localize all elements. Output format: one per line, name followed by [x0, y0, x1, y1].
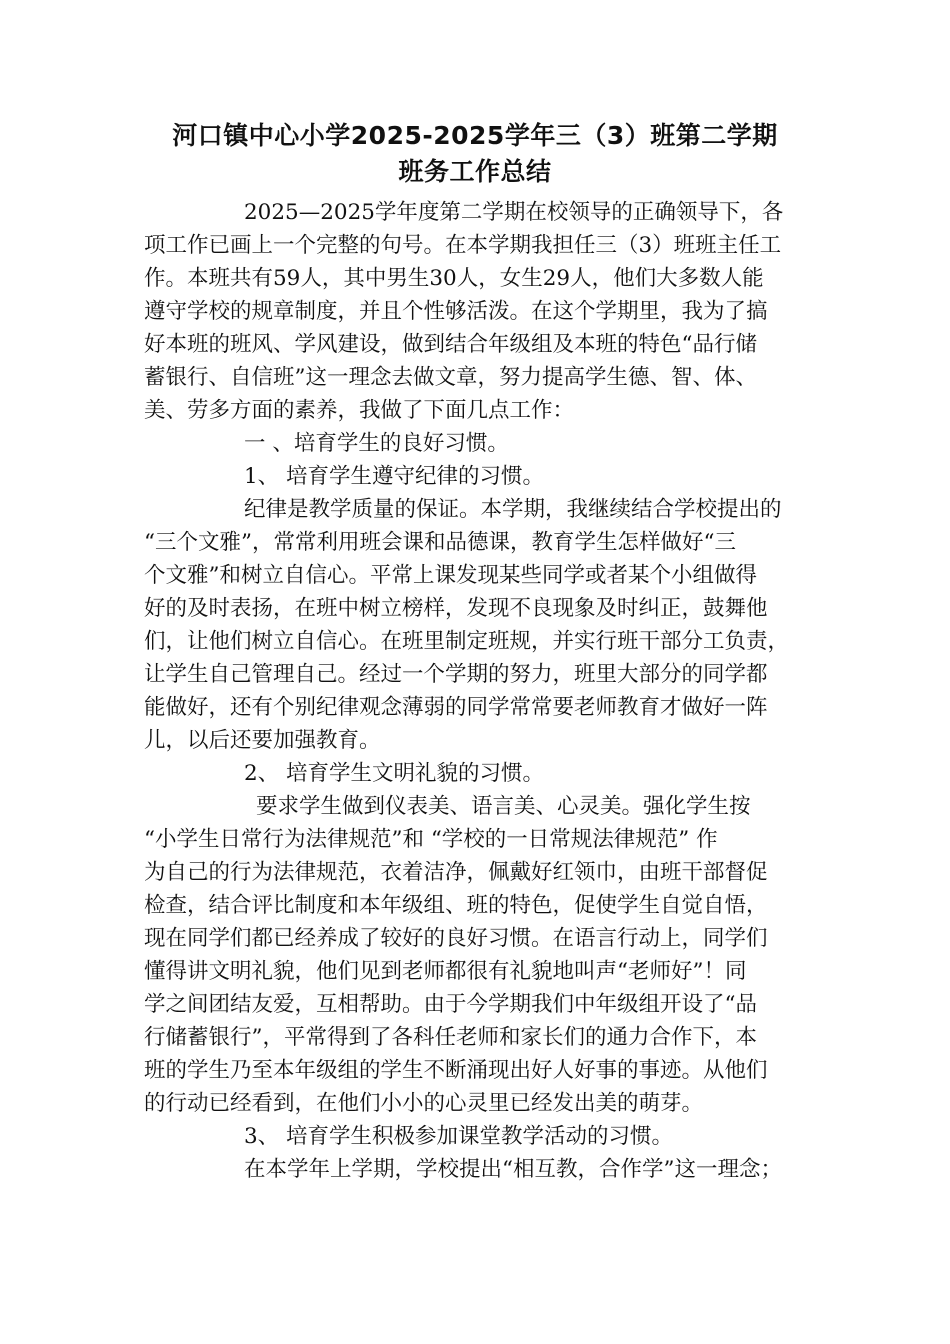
body-line: 3、 培育学生积极参加课堂教学活动的习惯。 — [244, 1124, 674, 1149]
body-line: 项工作已画上一个完整的句号。在本学期我担任三（3）班班主任工 — [144, 233, 782, 258]
body-line: 好本班的班风、学风建设，做到结合年级组及本班的特色“品行储 — [144, 332, 757, 357]
title-line-2: 班务工作总结 — [398, 157, 552, 186]
title-line-1: 河口镇中心小学2025-2025学年三（3）班第二学期 — [172, 121, 778, 150]
body-line: 纪律是教学质量的保证。本学期，我继续结合学校提出的 — [244, 497, 782, 522]
body-line: 遵守学校的规章制度，并且个性够活泼。在这个学期里，我为了搞 — [144, 299, 768, 324]
body-line: 一 、培育学生的良好习惯。 — [244, 431, 509, 456]
body-line: 1、 培育学生遵守纪律的习惯。 — [244, 464, 545, 489]
body-line: 蓄银行、自信班”这一理念去做文章，努力提高学生德、智、体、 — [144, 365, 757, 390]
body-line: 个文雅”和树立自信心。平常上课发现某些同学或者某个小组做得 — [144, 563, 757, 588]
body-line: 在本学年上学期，学校提出“相互教，合作学”这一理念； — [244, 1157, 782, 1182]
body-line: “三个文雅”，常常利用班会课和品德课，教育学生怎样做好“三 — [144, 530, 736, 555]
body-line: 行储蓄银行”，平常得到了各科任老师和家长们的通力合作下，本 — [144, 1025, 757, 1050]
body-line: 为自己的行为法律规范，衣着洁净，佩戴好红领巾，由班干部督促 — [144, 860, 768, 885]
body-line: 要求学生做到仪表美、语言美、心灵美。强化学生按 — [256, 794, 751, 819]
body-line: “小学生日常行为法律规范”和 “学校的一日常规法律规范” 作 — [144, 827, 718, 852]
document-title — [120, 118, 830, 190]
body-line: 美、劳多方面的素养，我做了下面几点工作： — [144, 398, 575, 423]
body-line: 懂得讲文明礼貌，他们见到老师都很有礼貌地叫声“老师好”！同 — [144, 959, 747, 984]
body-line: 儿，以后还要加强教育。 — [144, 728, 381, 753]
document-body — [144, 196, 834, 1186]
body-line: 作。本班共有59人，其中男生30人，女生29人，他们大多数人能 — [144, 266, 764, 291]
body-line: 现在同学们都已经养成了较好的良好习惯。在语言行动上，同学们 — [144, 926, 768, 951]
body-line: 2025—2025学年度第二学期在校领导的正确领导下，各 — [244, 200, 784, 225]
body-line: 的行动已经看到，在他们小小的心灵里已经发出美的萌芽。 — [144, 1091, 704, 1116]
body-line: 好的及时表扬，在班中树立榜样，发现不良现象及时纠正，鼓舞他 — [144, 596, 768, 621]
body-line: 能做好，还有个别纪律观念薄弱的同学常常要老师教育才做好一阵 — [144, 695, 768, 720]
body-line: 检查，结合评比制度和本年级组、班的特色，促使学生自觉自悟， — [144, 893, 768, 918]
body-line: 学之间团结友爱，互相帮助。由于今学期我们中年级组开设了“品 — [144, 992, 757, 1017]
body-line: 2、 培育学生文明礼貌的习惯。 — [244, 761, 545, 786]
body-line: 们，让他们树立自信心。在班里制定班规，并实行班干部分工负责， — [144, 629, 790, 654]
body-line: 让学生自己管理自己。经过一个学期的努力，班里大部分的同学都 — [144, 662, 768, 687]
body-line: 班的学生乃至本年级组的学生不断涌现出好人好事的事迹。从他们 — [144, 1058, 768, 1083]
